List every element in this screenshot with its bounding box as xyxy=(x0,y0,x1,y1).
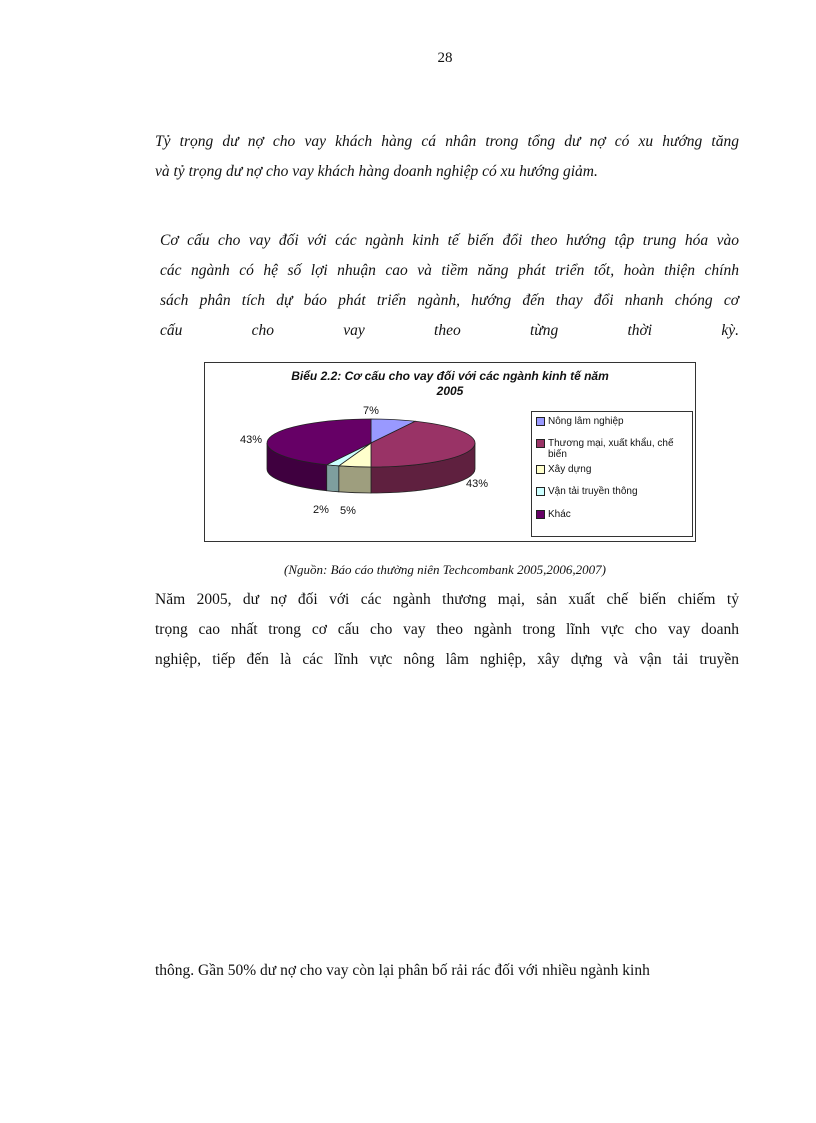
legend-swatch xyxy=(536,487,545,496)
paragraph-loan-structure xyxy=(160,226,739,346)
legend-item xyxy=(536,464,678,475)
pie-data-label: 43% xyxy=(239,434,263,446)
pie-data-label: 7% xyxy=(363,405,379,417)
page-number: 28 xyxy=(437,50,453,66)
paragraph-line: trọng cao nhất trong cơ cấu cho vay theo ngành trong lĩnh vực cho vay doanh xyxy=(155,621,739,638)
chart-title-line: Biểu 2.2: Cơ cấu cho vay đối với các ngành kinh tế năm xyxy=(291,369,609,383)
paragraph-analysis xyxy=(155,585,739,675)
pie-slice-side xyxy=(339,466,371,493)
paragraph-line: và tỷ trọng dư nợ cho vay khách hàng doanh nghiệp có xu hướng giảm. xyxy=(155,163,598,180)
legend-label: Khác xyxy=(548,509,571,520)
legend-item xyxy=(536,509,678,520)
legend-label: Thương mại, xuất khẩu, chế biến xyxy=(548,438,674,460)
pie-data-label: 2% xyxy=(313,504,329,516)
paragraph-line: Cơ cấu cho vay đối với các ngành kinh tế biến đổi theo hướng tập trung hóa vào xyxy=(160,232,739,249)
legend-swatch xyxy=(536,439,545,448)
pie-data-label: 43% xyxy=(465,478,489,490)
legend-label: Xây dựng xyxy=(548,464,592,475)
paragraph-line: các ngành có hệ số lợi nhuận cao và tiềm năng phát triển tốt, hoàn thiện chính xyxy=(160,262,739,279)
legend-swatch xyxy=(536,510,545,519)
paragraph-line: nghiệp, tiếp đến là các lĩnh vực nông lâm nghiệp, xây dựng và vận tải truyền xyxy=(155,651,739,668)
legend-label: Nông lâm nghiệp xyxy=(548,416,624,427)
paragraph-line: cấu cho vay theo từng thời kỳ. xyxy=(160,322,739,339)
legend-item xyxy=(536,438,678,460)
legend-swatch xyxy=(536,417,545,426)
paragraph-line: thông. Gần 50% dư nợ cho vay còn lại phân bố rải rác đối với nhiều ngành kinh xyxy=(155,962,650,979)
paragraph-line: sách phân tích dự báo phát triển ngành, hướng đến thay đổi nhanh chóng cơ xyxy=(160,292,739,309)
chart-source-note: (Nguồn: Báo cáo thường niên Techcombank 2005,2006,2007) xyxy=(284,562,606,577)
chart-title-line: 2005 xyxy=(436,384,464,398)
legend-item xyxy=(536,416,678,427)
paragraph-line: Tỷ trọng dư nợ cho vay khách hàng cá nhân trong tổng dư nợ có xu hướng tăng xyxy=(155,133,739,150)
pie-data-label: 5% xyxy=(340,505,356,517)
paragraph-loan-share xyxy=(155,127,739,187)
chart-legend xyxy=(531,411,693,537)
paragraph-continuation xyxy=(155,956,739,986)
legend-label: Vận tải truyền thông xyxy=(548,486,638,497)
pie-chart xyxy=(204,362,696,542)
legend-item xyxy=(536,486,678,497)
paragraph-line: Năm 2005, dư nợ đối với các ngành thương mại, sản xuất chế biến chiếm tỷ xyxy=(155,591,739,608)
legend-swatch xyxy=(536,465,545,474)
pie-slice-side xyxy=(327,465,339,492)
